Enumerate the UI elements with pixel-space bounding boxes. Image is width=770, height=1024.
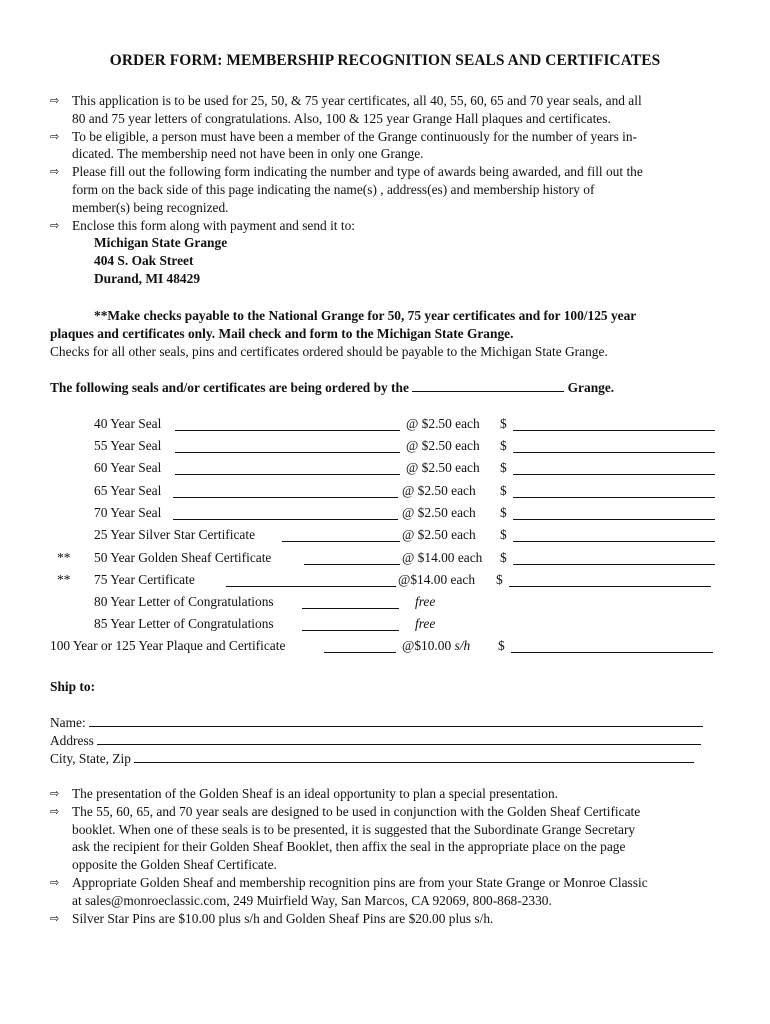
ship-to-heading: Ship to:	[50, 679, 96, 694]
ordering-grange-line: The following seals and/or certificates are being ordered by the Grange.	[50, 380, 615, 395]
rightwards-double-arrow-icon: ⇨	[50, 804, 60, 818]
list-item: ⇨ Enclose this form along with payment and send it to:	[50, 217, 356, 233]
amount-field[interactable]	[513, 484, 715, 498]
list-item: ⇨ The presentation of the Golden Sheaf is an ideal opportunity to plan a special presentation.	[50, 786, 559, 801]
mailing-address: Michigan State Grange 404 S. Oak Street Durand, MI 48429	[94, 235, 228, 286]
amount-field[interactable]	[513, 528, 715, 542]
quantity-field[interactable]	[302, 617, 399, 631]
amount-field[interactable]	[511, 639, 713, 653]
list-item: ⇨ The 55, 60, 65, and 70 year seals are designed to be used in conjunction with the Golden Sheaf Certificate booklet. When one of these seals is to be presented, it is suggested that the Subordinate Grange Secretary ask the recipient for their Golden Sheaf Booklet, then affix the seal in the appropriate place on the page opposite the Golden Sheaf Certificate.	[50, 803, 641, 873]
quantity-field[interactable]	[175, 461, 400, 475]
quantity-field[interactable]	[226, 573, 396, 587]
grange-name-field[interactable]	[412, 378, 564, 392]
page-title: ORDER FORM: MEMBERSHIP RECOGNITION SEALS AND CERTIFICATES	[109, 52, 661, 69]
amount-field[interactable]	[513, 461, 715, 475]
order-form-page: ORDER FORM: MEMBERSHIP RECOGNITION SEALS AND CERTIFICATES ⇨ This application is to be used for 25, 50, & 75 year certificates, all 40, 55, 60, 65 and 70 year seals, and all 80 and 75 year letters of congratulations. Also, 100 & 125 year Grange Hall plaques and certificates. ⇨ To be eligible, a person must have been a member of the Grange continuously for the number of years in- dicated. The membership need not have been in only one Grange. ⇨ Please fill out the following form indicating the number and type of awards being awarded, and fill out the form on the back side of this page indicating the name(s) , address(es) and membership history of member(s) being recognized. ⇨ Enclose this form along with payment and send it to: Michigan State Grange 404 S. Oak Street Durand, MI 48429 **Make checks payable to the National Grange for 50, 75 year certificates and for 100/125 year plaques and certificates only. Mail check and form to the Michigan State Grange. Checks for all other seals, pins and certificates ordered should be payable to the Michigan State Grange. The following seals and/or certificates are being ordered by the Grange. 40 Year Seal @ $2.50 each $ 55 Year Seal @ $2.50 each $ 60 Year Seal @ $2.50 each $ 65 Year Seal @ $2.50 each $ 70 Year Seal @ $2.50 each $ 25 Year Silver Star Certificate @ $2.50 each $ ** 50 Year Golden Sheaf Certificate @ $14.00 each $ ** 75 Year Certificate @$14.00 each $ 80 Year Letter of Congratulations free 85 Year Letter of Congratulations free 100 Year or 125 Year Plaque and Certificate @$10.00 s/h $ Ship to: Name: Address City, State, Zip ⇨ The presentation of the Golden Sheaf is an ideal opportunity to plan a special presentation. ⇨ The 55, 60, 65, and 70 year seals are designed to be used in conjunction with the Golden Sheaf Certificate booklet. When one of these seals is to be presented, it is suggested that the Subordinate Grange Secretary ask the recipient for their Golden Sheaf Booklet, then affix the seal in the appropriate place on the page opposite the Golden Sheaf Certificate. ⇨ Appropriate Golden Sheaf and membership recognition pins are from your State Grange or Monroe Classic at sales@monroeclassic.com, 249 Muirfield Way, San Marcos, CA 92069, 800-868-2330. ⇨ Silver Star Pins are $10.00 plus s/h and Golden Sheaf Pins are $20.00 plus s/h.	[0, 0, 770, 1024]
rightwards-double-arrow-icon: ⇨	[50, 129, 60, 143]
city-state-zip-field[interactable]	[134, 749, 694, 763]
name-field-row: Name:	[50, 713, 703, 731]
name-field[interactable]	[89, 713, 703, 727]
quantity-field[interactable]	[175, 439, 400, 453]
intro-bullets	[50, 92, 725, 288]
amount-field[interactable]	[513, 551, 715, 565]
list-item: ⇨ This application is to be used for 25, 50, & 75 year certificates, all 40, 55, 60, 65 and 70 year seals, and all 80 and 75 year letters of congratulations. Also, 100 & 125 year Grange Hall plaques and certificates.	[50, 93, 642, 126]
city-state-zip-field-row: City, State, Zip	[50, 749, 694, 767]
amount-field[interactable]	[513, 506, 715, 520]
address-field-row: Address	[50, 731, 701, 749]
amount-field[interactable]	[513, 417, 715, 431]
rightwards-double-arrow-icon: ⇨	[50, 218, 60, 232]
rightwards-double-arrow-icon: ⇨	[50, 911, 60, 925]
closing-bullets	[50, 785, 725, 927]
rightwards-double-arrow-icon: ⇨	[50, 94, 60, 107]
quantity-field[interactable]	[302, 595, 399, 609]
quantity-field[interactable]	[304, 551, 400, 565]
address-field[interactable]	[97, 731, 701, 745]
payment-note: **Make checks payable to the National Grange for 50, 75 year certificates and for 100/125 year plaques and certificates only. Mail check and form to the Michigan State Grange. Checks for all other seals, pins and certificates ordered should be payable to the Michigan State Grange.	[50, 308, 637, 359]
rightwards-double-arrow-icon: ⇨	[50, 165, 60, 179]
quantity-field[interactable]	[282, 528, 400, 542]
list-item: ⇨ Silver Star Pins are $10.00 plus s/h and Golden Sheaf Pins are $20.00 plus s/h.	[50, 910, 494, 926]
amount-field[interactable]	[513, 439, 715, 453]
quantity-field[interactable]	[324, 639, 396, 653]
list-item: ⇨ Appropriate Golden Sheaf and membership recognition pins are from your State Grange or Monroe Classic at sales@monroeclassic.com, 249 Muirfield Way, San Marcos, CA 92069, 800-868-2330.	[50, 874, 648, 908]
amount-field[interactable]	[509, 573, 711, 587]
quantity-field[interactable]	[175, 417, 400, 431]
rightwards-double-arrow-icon: ⇨	[50, 787, 60, 800]
rightwards-double-arrow-icon: ⇨	[50, 875, 60, 889]
list-item: ⇨ Please fill out the following form indicating the number and type of awards being awarded, and fill out the form on the back side of this page indicating the name(s) , address(es) and membership history of member(s) being recognized.	[50, 164, 643, 215]
quantity-field[interactable]	[173, 506, 398, 520]
quantity-field[interactable]	[173, 484, 398, 498]
list-item: ⇨ To be eligible, a person must have been a member of the Grange continuously for the number of years in- dicated. The membership need not have been in only one Grange.	[50, 128, 638, 162]
